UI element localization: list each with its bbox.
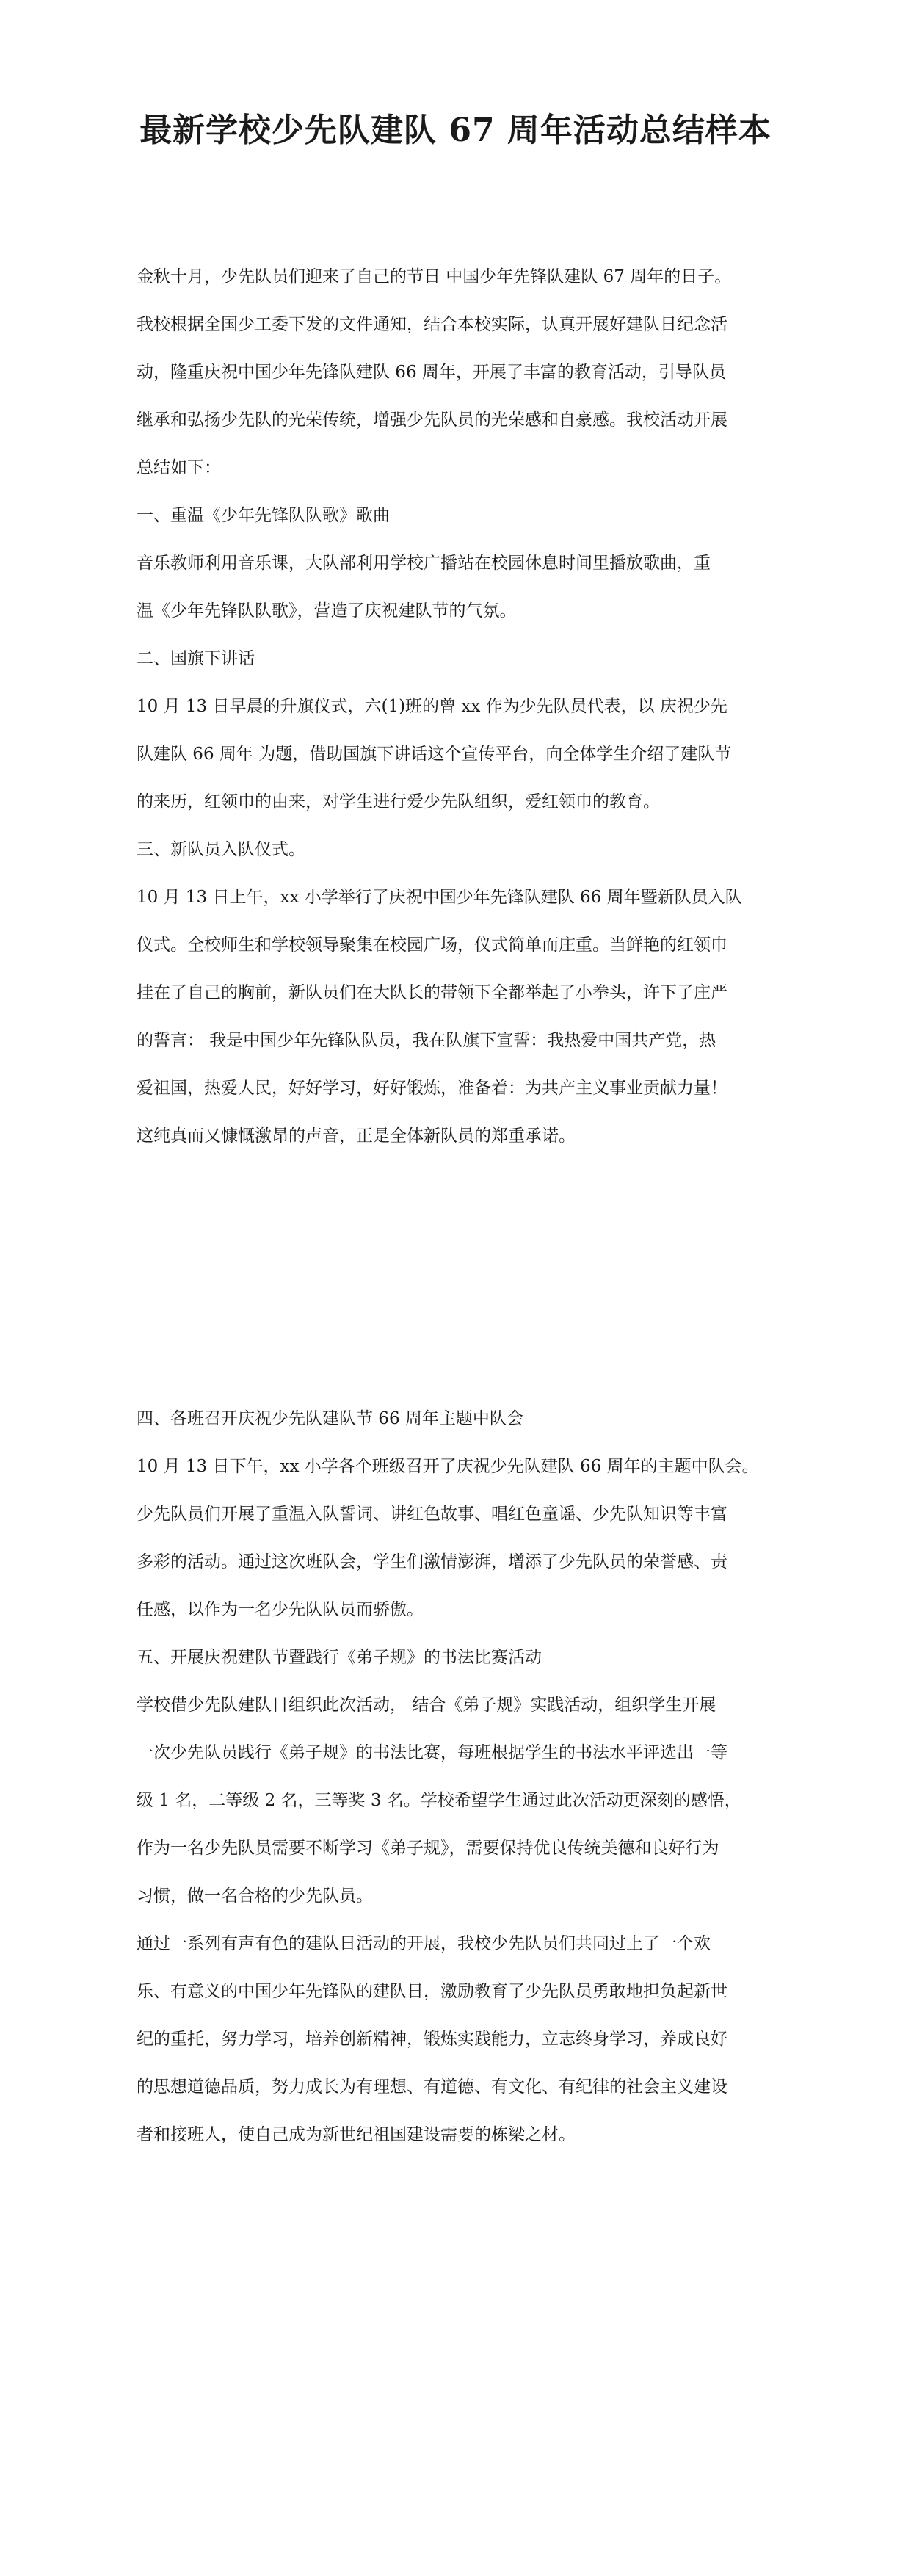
text-line: 音乐教师利用音乐课，大队部利用学校广播站在校园休息时间里播放歌曲，重	[137, 554, 711, 573]
text-line: 习惯，做一名合格的少先队员。	[137, 1886, 373, 1906]
text-line: 爱祖国，热爱人民，好好学习，好好锻炼，准备着：为共产主义事业贡献力量！	[137, 1079, 727, 1098]
document-title: 最新学校少先队建队 67 周年活动总结样本	[139, 112, 772, 149]
text-line: 通过一系列有声有色的建队日活动的开展，我校少先队员们共同过上了一个欢	[137, 1934, 711, 1953]
text-line: 多彩的活动。通过这次班队会，学生们激情澎湃，增添了少先队员的荣誉感、责	[137, 1552, 727, 1571]
text-line: 一次少先队员践行《弟子规》的书法比赛，每班根据学生的书法水平评选出一等	[137, 1743, 727, 1762]
text-line: 者和接班人，使自己成为新世纪祖国建设需要的栋梁之材。	[137, 2125, 576, 2144]
text-line: 的誓言： 我是中国少年先锋队队员，我在队旗下宣誓：我热爱中国共产党，热	[137, 1031, 716, 1050]
text-line: 金秋十月，少先队员们迎来了自己的节日 中国少年先锋队建队 67 周年的日子。	[137, 267, 732, 286]
section-heading-5: 五、开展庆祝建队节暨践行《弟子规》的书法比赛活动	[137, 1648, 542, 1667]
text-line: 的思想道德品质，努力成长为有理想、有道德、有文化、有纪律的社会主义建设	[137, 2077, 727, 2096]
text-line: 10 月 13 日上午，xx 小学举行了庆祝中国少年先锋队建队 66 周年暨新队员入队	[137, 888, 742, 907]
section-heading-3: 三、新队员入队仪式。	[137, 840, 305, 859]
text-line: 仪式。全校师生和学校领导聚集在校园广场，仪式简单而庄重。当鲜艳的红领巾	[137, 936, 727, 955]
text-line: 队建队 66 周年 为题，借助国旗下讲话这个宣传平台，向全体学生介绍了建队节	[137, 745, 732, 764]
text-line: 10 月 13 日早晨的升旗仪式，六(1)班的曾 xx 作为少先队员代表，以 庆祝少先	[137, 697, 727, 716]
text-line: 总结如下：	[137, 458, 221, 477]
text-block-2	[137, 1395, 797, 2159]
text-line: 动，隆重庆祝中国少年先锋队建队 66 周年，开展了丰富的教育活动，引导队员	[137, 363, 726, 382]
section-heading-2: 二、国旗下讲话	[137, 649, 255, 668]
section-heading-1: 一、重温《少年先锋队队歌》歌曲	[137, 506, 390, 525]
text-line: 级 1 名，二等级 2 名，三等奖 3 名。学校希望学生通过此次活动更深刻的感悟，	[137, 1791, 741, 1810]
text-block-1	[137, 253, 797, 1160]
text-line: 继承和弘扬少先队的光荣传统，增强少先队员的光荣感和自豪感。我校活动开展	[137, 410, 727, 430]
text-line: 挂在了自己的胸前，新队员们在大队长的带领下全都举起了小拳头，许下了庄严	[137, 983, 727, 1002]
text-line: 温《少年先锋队队歌》，营造了庆祝建队节的气氛。	[137, 601, 517, 621]
text-line: 纪的重托，努力学习，培养创新精神，锻炼实践能力，立志终身学习，养成良好	[137, 2030, 727, 2049]
text-line: 这纯真而又慷慨激昂的声音，正是全体新队员的郑重承诺。	[137, 1126, 576, 1146]
text-line: 我校根据全国少工委下发的文件通知，结合本校实际，认真开展好建队日纪念活	[137, 315, 727, 334]
section-heading-4: 四、各班召开庆祝少先队建队节 66 周年主题中队会	[137, 1409, 523, 1428]
text-line: 任感，以作为一名少先队队员而骄傲。	[137, 1600, 424, 1619]
text-line: 的来历，红领巾的由来，对学生进行爱少先队组织，爱红领巾的教育。	[137, 792, 660, 811]
text-line: 作为一名少先队员需要不断学习《弟子规》，需要保持优良传统美德和良好行为	[137, 1839, 719, 1858]
text-line: 10 月 13 日下午，xx 小学各个班级召开了庆祝少先队建队 66 周年的主题中队会。	[137, 1457, 759, 1476]
text-line: 学校借少先队建队日组织此次活动， 结合《弟子规》实践活动，组织学生开展	[137, 1696, 716, 1715]
text-line: 少先队员们开展了重温入队誓词、讲红色故事、唱红色童谣、少先队知识等丰富	[137, 1505, 727, 1524]
text-line: 乐、有意义的中国少年先锋队的建队日，激励教育了少先队员勇敢地担负起新世	[137, 1982, 727, 2001]
